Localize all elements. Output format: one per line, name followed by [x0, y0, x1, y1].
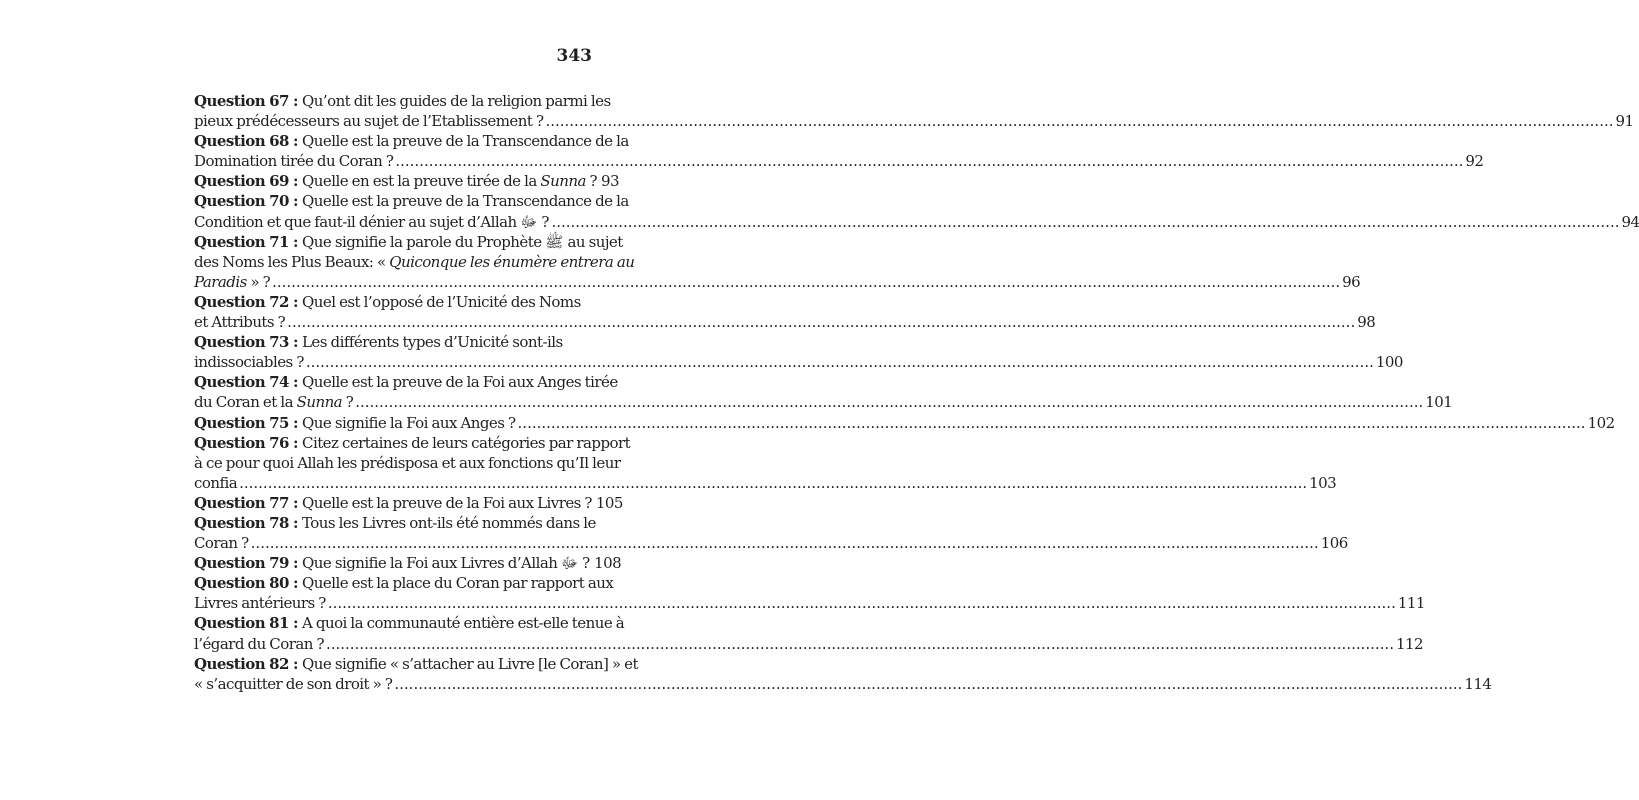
text-segment: Livres antérieurs ?	[194, 594, 326, 613]
toc-entry-text	[194, 312, 285, 332]
toc-page-ref: 105	[595, 493, 623, 512]
toc-entry	[194, 493, 623, 513]
toc-entry-line	[194, 513, 606, 533]
italic-segment: Sunna	[296, 393, 343, 412]
text-segment: Que signifie « s’attacher au Livre [le Coran] » et	[302, 654, 638, 673]
dot-leader	[272, 272, 1340, 292]
text-segment: Condition et que faut-il dénier au sujet d’Allah ﷻ ?	[194, 212, 550, 231]
toc-entry-line	[194, 212, 1639, 232]
toc-entry-line	[194, 232, 623, 252]
question-label: Question 74 :	[194, 373, 299, 392]
text-segment: du Coran et la	[194, 393, 297, 412]
toc-page-ref: 111	[1397, 594, 1425, 613]
dot-leader	[551, 212, 1619, 232]
text-segment: Domination tirée du Coran ?	[194, 152, 394, 171]
toc-entry-line	[194, 433, 631, 453]
question-label: Question 78 :	[194, 513, 299, 532]
toc-page-ref: 106	[1320, 534, 1348, 553]
toc-entry-line	[194, 493, 623, 513]
toc-page-ref: 108	[594, 554, 622, 573]
text-segment: « s’acquitter de son droit » ?	[194, 674, 393, 693]
dot-leader	[394, 674, 1462, 694]
toc-entry	[194, 613, 1423, 653]
question-label: Question 82 :	[194, 654, 299, 673]
dot-leader	[355, 392, 1423, 412]
text-segment: Citez certaines de leurs catégories par rapport	[302, 433, 631, 452]
toc-entry	[194, 131, 1484, 171]
toc-entry-text	[194, 392, 353, 412]
text-segment: Que signifie la Foi aux Anges ?	[302, 413, 516, 432]
toc-entry-line	[194, 553, 622, 573]
toc-page-ref: 93	[600, 172, 619, 191]
text-segment: Quelle est la preuve de la Transcendance de la	[302, 132, 629, 151]
toc-entry-text	[194, 171, 597, 191]
toc-entry-text	[194, 252, 634, 272]
question-label: Question 81 :	[194, 614, 299, 633]
toc-entry-line	[194, 171, 619, 191]
text-segment: ?	[585, 172, 597, 191]
toc-entry-line	[194, 272, 1361, 292]
question-label: Question 72 :	[194, 292, 299, 311]
text-segment: Tous les Livres ont-ils été nommés dans le	[302, 513, 596, 532]
toc-page-ref: 101	[1425, 393, 1453, 412]
toc-entry-text	[194, 413, 516, 433]
text-segment: Que signifie la Foi aux Livres d’Allah ﷻ ?	[302, 554, 591, 573]
toc-entry-line	[194, 453, 621, 473]
text-segment: confia	[194, 473, 238, 492]
toc-entry-text	[194, 593, 326, 613]
toc-page-ref: 92	[1465, 152, 1484, 171]
toc-entry-line	[194, 674, 1492, 694]
toc-entry-text	[194, 131, 629, 151]
toc-entry	[194, 292, 1376, 332]
text-segment: l’égard du Coran ?	[194, 634, 324, 653]
toc-entry-line	[194, 392, 1453, 412]
toc-entry-line	[194, 252, 635, 272]
toc-entry-line	[194, 593, 1425, 613]
dot-leader	[518, 413, 1586, 433]
toc-entry-text	[194, 292, 581, 312]
toc-entry-line	[194, 131, 629, 151]
toc-page-ref: 91	[1615, 112, 1634, 131]
text-segment: et Attributs ?	[194, 313, 286, 332]
question-label: Question 79 :	[194, 554, 299, 573]
text-segment: Que signifie la parole du Prophète ﷺ au sujet	[302, 232, 623, 251]
toc-entry	[194, 372, 1453, 412]
toc-entry	[194, 91, 1634, 131]
toc-entry-line	[194, 312, 1376, 332]
question-label: Question 73 :	[194, 333, 299, 352]
toc-entry-text	[194, 232, 623, 252]
dot-leader	[328, 593, 1396, 613]
toc-entry-line	[194, 634, 1423, 654]
toc-entry-text	[194, 553, 590, 573]
toc-entry-text	[194, 372, 618, 392]
toc-entry-text	[194, 352, 304, 372]
text-segment: Quelle est la preuve de la Foi aux Anges tirée	[302, 373, 618, 392]
toc-entry-text	[194, 453, 620, 473]
toc-page-ref: 98	[1357, 313, 1376, 332]
toc-page-ref: 112	[1396, 634, 1423, 653]
text-segment: Quelle est la place du Coran par rapport aux	[302, 574, 614, 593]
toc-page-ref: 103	[1309, 473, 1337, 492]
dot-leader	[326, 634, 1394, 654]
toc-entry-text	[194, 91, 611, 111]
question-label: Question 67 :	[194, 92, 299, 110]
question-label: Question 69 :	[194, 172, 299, 191]
dot-leader	[545, 111, 1613, 131]
question-label: Question 77 :	[194, 493, 299, 512]
toc-entry-line	[194, 111, 1634, 131]
question-label: Question 80 :	[194, 574, 299, 593]
table-of-contents	[194, 91, 1639, 694]
text-segment: Quelle est la preuve de la Foi aux Livres ?	[302, 493, 592, 512]
italic-segment: Quiconque les énumère entrera au	[389, 252, 635, 271]
toc-entry-line	[194, 473, 1337, 493]
toc-entry-text	[194, 674, 392, 694]
toc-entry	[194, 171, 619, 191]
question-label: Question 70 :	[194, 192, 299, 211]
text-segment: pieux prédécesseurs au sujet de l’Etablissement ?	[194, 112, 544, 131]
toc-entry-text	[194, 473, 237, 493]
toc-entry-text	[194, 191, 629, 211]
toc-entry-text	[194, 272, 270, 292]
toc-page-ref: 96	[1342, 272, 1361, 291]
toc-entry-text	[194, 212, 549, 232]
toc-entry	[194, 332, 1403, 372]
dot-leader	[306, 352, 1374, 372]
text-segment: Coran ?	[194, 534, 249, 553]
toc-entry-line	[194, 91, 611, 111]
text-segment: Quel est l’opposé de l’Unicité des Noms	[302, 292, 581, 311]
text-segment: des Noms les Plus Beaux: «	[194, 252, 390, 271]
toc-entry-text	[194, 493, 592, 513]
text-segment: A quoi la communauté entière est-elle tenue à	[302, 614, 625, 633]
toc-page-ref: 102	[1587, 413, 1615, 432]
text-segment: ?	[342, 393, 354, 412]
toc-entry-line	[194, 292, 606, 312]
toc-entry-line	[194, 352, 1403, 372]
toc-entry-line	[194, 413, 1615, 433]
text-segment: Les différents types d’Unicité sont-ils	[302, 333, 563, 352]
text-segment: Quelle est la preuve de la Transcendance de la	[302, 192, 629, 211]
dot-leader	[251, 533, 1319, 553]
question-label: Question 68 :	[194, 132, 299, 151]
question-label: Question 76 :	[194, 433, 299, 452]
toc-entry	[194, 413, 1615, 433]
toc-page-ref: 94	[1621, 212, 1639, 231]
toc-entry	[194, 433, 1337, 493]
toc-entry-text	[194, 513, 596, 533]
toc-entry-line	[194, 533, 1348, 553]
dot-leader	[395, 151, 1463, 171]
text-segment: Qu’ont dit les guides de la religion parmi les	[302, 92, 611, 110]
toc-entry-text	[194, 433, 630, 453]
toc-entry-line	[194, 613, 625, 633]
toc-entry	[194, 191, 1639, 231]
dot-leader	[287, 312, 1355, 332]
toc-entry-text	[194, 613, 624, 633]
text-segment: » ?	[246, 272, 271, 291]
toc-entry-text	[194, 654, 638, 674]
toc-entry-line	[194, 573, 614, 593]
text-segment: indissociables ?	[194, 353, 304, 372]
dot-leader	[239, 473, 1307, 493]
page-number: 343	[556, 46, 592, 66]
toc-entry-text	[194, 634, 324, 654]
toc-entry-text	[194, 573, 613, 593]
toc-entry-line	[194, 151, 1484, 171]
toc-entry	[194, 553, 622, 573]
text-segment: Quelle en est la preuve tirée de la	[302, 172, 541, 191]
toc-entry-line	[194, 191, 629, 211]
toc-entry-line	[194, 332, 606, 352]
italic-segment: Sunna	[540, 172, 586, 191]
toc-entry-text	[194, 111, 543, 131]
toc-entry-line	[194, 654, 638, 674]
toc-entry	[194, 232, 1361, 292]
toc-entry-line	[194, 372, 618, 392]
toc-entry	[194, 573, 1425, 613]
toc-page-ref: 100	[1375, 353, 1403, 372]
question-label: Question 75 :	[194, 413, 299, 432]
text-segment: à ce pour quoi Allah les prédisposa et aux fonctions qu’Il leur	[194, 453, 621, 472]
toc-entry-text	[194, 151, 393, 171]
question-label: Question 71 :	[194, 232, 299, 251]
toc-entry	[194, 654, 1492, 694]
italic-segment: Paradis	[194, 272, 247, 291]
toc-entry-text	[194, 533, 249, 553]
toc-entry-text	[194, 332, 563, 352]
toc-entry	[194, 513, 1348, 553]
toc-page-ref: 114	[1464, 674, 1492, 693]
